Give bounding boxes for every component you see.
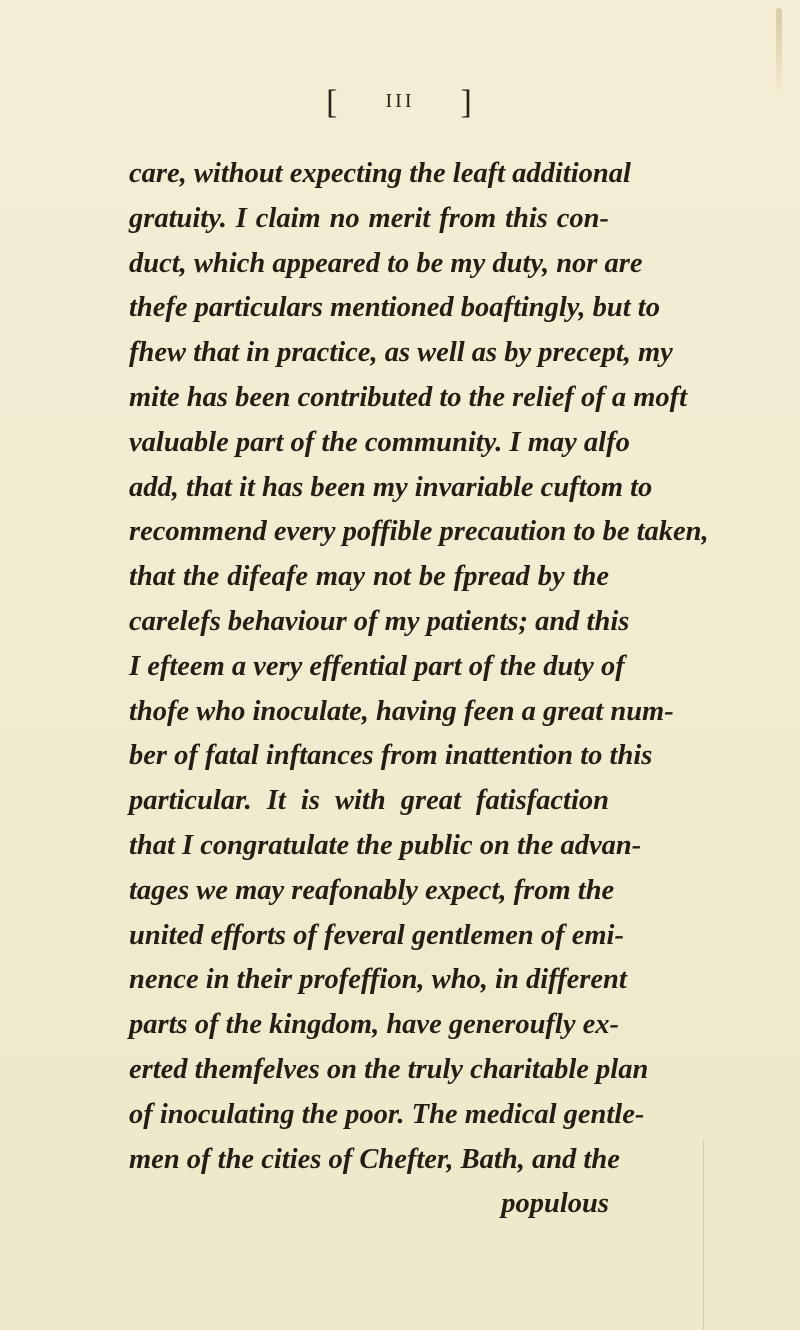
catchword: populous bbox=[501, 1188, 609, 1220]
text-line: that I congratulate the public on the advan- bbox=[129, 829, 642, 861]
text-line: men of the cities of Chefter, Bath, and the bbox=[129, 1143, 620, 1175]
text-line: care, without expecting the leaft additional bbox=[129, 158, 631, 189]
text-line: tages we may reafonably expect, from the bbox=[129, 874, 615, 906]
paper-fold-line bbox=[703, 1140, 704, 1330]
text-line: that the difeafe may not be fpread by the bbox=[129, 561, 609, 593]
body-text bbox=[129, 152, 709, 1227]
text-line: nence in their profeffion, who, in different bbox=[129, 964, 627, 996]
page-number: III bbox=[385, 90, 415, 112]
header-right-bracket: ] bbox=[460, 84, 474, 121]
text-line: ber of fatal inftances from inattention to this bbox=[129, 740, 653, 772]
text-line: carelefs behaviour of my patients; and this bbox=[129, 605, 630, 637]
text-line: parts of the kingdom, have generoufly ex- bbox=[129, 1009, 620, 1041]
text-line: thofe who inoculate, having feen a great num- bbox=[129, 695, 674, 727]
text-line: I efteem a very effential part of the duty of bbox=[129, 650, 625, 682]
text-line: duct, which appeared to be my duty, nor are bbox=[129, 247, 643, 279]
text-line: valuable part of the community. I may alfo bbox=[129, 426, 630, 458]
page-header bbox=[0, 84, 800, 122]
text-line: particular. It is with great fatisfaction bbox=[129, 785, 609, 817]
text-line: recommend every poffible precaution to be taken, bbox=[129, 516, 709, 548]
header-left-bracket: [ bbox=[326, 84, 340, 121]
text-line: erted themfelves on the truly charitable plan bbox=[129, 1053, 649, 1085]
text-line: thefe particulars mentioned boaftingly, but to bbox=[129, 292, 660, 324]
text-line: gratuity. I claim no merit from this con- bbox=[129, 202, 609, 234]
text-line: mite has been contributed to the relief of a moft bbox=[129, 381, 688, 413]
text-line: fhew that in practice, as well as by precept, my bbox=[129, 337, 673, 369]
text-line: of inoculating the poor. The medical gentle- bbox=[129, 1098, 645, 1130]
text-line: add, that it has been my invariable cuftom to bbox=[129, 471, 653, 503]
text-line: united efforts of feveral gentlemen of emi- bbox=[129, 919, 624, 951]
